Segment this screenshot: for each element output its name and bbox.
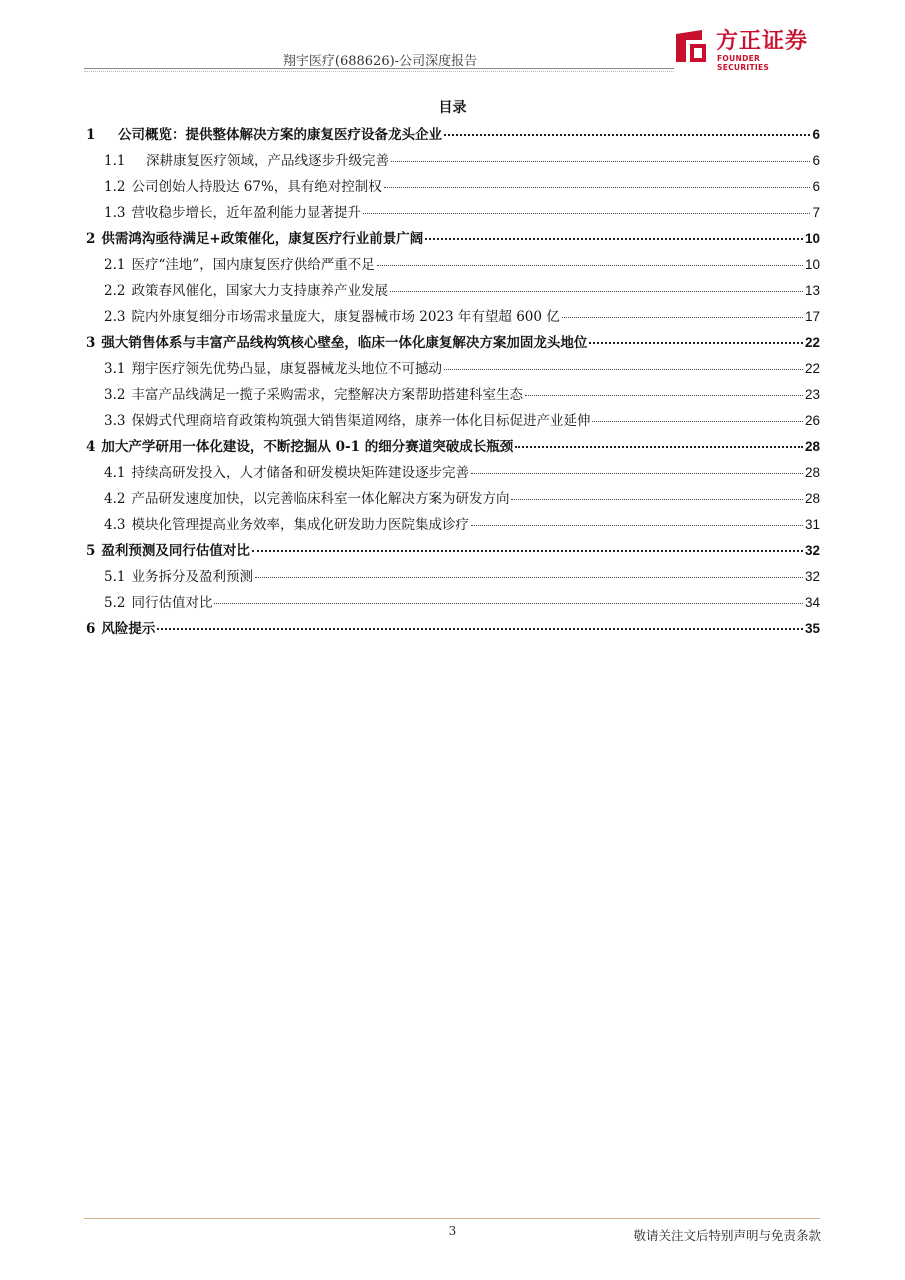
toc-entry-number: 4.1: [104, 465, 126, 481]
toc-entry-label: 丰富产品线满足一揽子采购需求，完整解决方案帮助搭建科室生态: [131, 387, 523, 403]
page-number: 3: [448, 1224, 457, 1238]
header-rule: [84, 68, 674, 69]
toc-dot-leader: [252, 550, 803, 552]
toc-entry-page: 23: [804, 387, 820, 402]
toc-entry-page: 22: [804, 361, 820, 376]
toc-entry-label: 院内外康复细分市场需求量庞大，康复器械市场 2023 年有望超 600 亿: [131, 309, 560, 325]
toc-entry[interactable]: [86, 148, 820, 174]
toc-entry[interactable]: [86, 330, 820, 356]
toc-entry[interactable]: [86, 408, 820, 434]
toc-entry[interactable]: [86, 538, 820, 564]
toc-entry[interactable]: [86, 460, 820, 486]
toc-entry-label: 同行估值对比: [131, 595, 213, 611]
toc-entry-label: 保姆式代理商培育政策构筑强大销售渠道网络，康养一体化目标促进产业延伸: [131, 413, 591, 429]
toc-entry[interactable]: [86, 226, 820, 252]
toc-entry-page: 10: [804, 231, 820, 246]
toc-dot-leader: [589, 342, 803, 344]
toc-entry-number: 4: [86, 439, 96, 455]
toc-entry-number: 5: [86, 543, 96, 559]
toc-dot-leader: [425, 238, 803, 240]
toc-entry-label: 营收稳步增长，近年盈利能力显著提升: [131, 205, 361, 221]
toc-entry-page: 31: [804, 517, 820, 532]
toc-entry[interactable]: [86, 200, 820, 226]
toc-entry-number: 5.1: [104, 569, 126, 585]
toc-entry-label: 风险提示: [101, 621, 156, 637]
toc-entry[interactable]: [86, 590, 820, 616]
toc-dot-leader: [515, 446, 803, 448]
toc-entry-label: 产品研发速度加快，以完善临床科室一体化解决方案为研发方向: [131, 491, 510, 507]
toc-entry-page: 17: [804, 309, 820, 324]
toc-entry-label: 盈利预测及同行估值对比: [101, 543, 250, 559]
toc-entry-page: 28: [804, 465, 820, 480]
toc-entry-number: 1.1: [104, 153, 126, 169]
toc-entry-label: 供需鸿沟亟待满足+政策催化，康复医疗行业前景广阔: [101, 231, 424, 247]
toc-entry[interactable]: [86, 382, 820, 408]
toc-entry-number: 2.3: [104, 309, 126, 325]
toc-entry-page: 6: [812, 179, 820, 194]
toc-entry-label: 加大产学研用一体化建设，不断挖掘从 0-1 的细分赛道突破成长瓶颈: [101, 439, 514, 455]
toc-entry[interactable]: [86, 252, 820, 278]
toc-entry-page: 6: [812, 153, 820, 168]
logo-text-en: FOUNDER SECURITIES: [717, 54, 770, 72]
toc-entry-label: 医疗“洼地”，国内康复医疗供给严重不足: [131, 257, 375, 273]
toc-entry-label: 公司概览：提供整体解决方案的康复医疗设备龙头企业: [118, 127, 442, 143]
toc-entry-label: 模块化管理提高业务效率，集成化研发助力医院集成诊疗: [131, 517, 469, 533]
toc-entry[interactable]: [86, 434, 820, 460]
toc-entry-number: 2.2: [104, 283, 126, 299]
toc-entry-page: 7: [812, 205, 820, 220]
toc-entry-number: 5.2: [104, 595, 126, 611]
toc-entry-number: 1.2: [104, 179, 126, 195]
toc-dot-leader: [255, 577, 803, 578]
toc-entry-page: 26: [804, 413, 820, 428]
toc-entry[interactable]: [86, 564, 820, 590]
toc-entry-page: 32: [804, 569, 820, 584]
toc-entry-number: 6: [86, 621, 96, 637]
toc-entry-page: 28: [804, 491, 820, 506]
header-title: 翔宇医疗(688626)-公司深度报告: [282, 54, 478, 69]
toc-dot-leader: [511, 499, 802, 500]
toc-entry-number: 3.2: [104, 387, 126, 403]
toc-entry-number: 1: [86, 127, 96, 143]
toc-entry[interactable]: [86, 512, 820, 538]
table-of-contents: [86, 122, 820, 642]
toc-entry-number: 4.2: [104, 491, 126, 507]
toc-entry[interactable]: [86, 278, 820, 304]
toc-entry-number: 3: [86, 335, 96, 351]
toc-entry-page: 35: [804, 621, 820, 636]
founder-logo-icon: [672, 26, 712, 66]
toc-entry-label: 翔宇医疗领先优势凸显，康复器械龙头地位不可撼动: [131, 361, 442, 377]
toc-dot-leader: [444, 134, 810, 136]
toc-entry[interactable]: [86, 122, 820, 148]
footer-disclaimer: 敬请关注文后特别声明与免责条款: [633, 1228, 821, 1243]
toc-entry-page: 32: [804, 543, 820, 558]
toc-entry-page: 6: [812, 127, 820, 142]
toc-entry-page: 34: [804, 595, 820, 610]
toc-entry-page: 28: [804, 439, 820, 454]
toc-entry[interactable]: [86, 616, 820, 642]
toc-entry-label: 政策春风催化，国家大力支持康养产业发展: [131, 283, 388, 299]
toc-dot-leader: [471, 525, 803, 526]
toc-entry-number: 2.1: [104, 257, 126, 273]
header-rule-dotted: [84, 71, 674, 72]
toc-entry-label: 业务拆分及盈利预测: [131, 569, 253, 585]
toc-dot-leader: [363, 213, 811, 214]
toc-dot-leader: [384, 187, 811, 188]
toc-entry-page: 22: [804, 335, 820, 350]
toc-dot-leader: [391, 161, 810, 162]
logo-text-cn: 方正证券: [716, 29, 809, 54]
founder-securities-logo: [672, 24, 812, 72]
toc-dot-leader: [525, 395, 803, 396]
toc-entry-label: 深耕康复医疗领域，产品线逐步升级完善: [146, 153, 389, 169]
toc-entry-number: 2: [86, 231, 96, 247]
toc-entry-number: 4.3: [104, 517, 126, 533]
toc-dot-leader: [562, 317, 803, 318]
footer-rule: [84, 1218, 820, 1219]
toc-dot-leader: [390, 291, 803, 292]
toc-dot-leader: [444, 369, 803, 370]
toc-entry-number: 3.1: [104, 361, 126, 377]
toc-dot-leader: [592, 421, 802, 422]
toc-entry-label: 持续高研发投入，人才储备和研发模块矩阵建设逐步完善: [131, 465, 469, 481]
toc-entry-label: 强大销售体系与丰富产品线构筑核心壁垒，临床一体化康复解决方案加固龙头地位: [101, 335, 588, 351]
toc-entry-page: 13: [804, 283, 820, 298]
toc-dot-leader: [157, 628, 803, 630]
toc-entry[interactable]: [86, 486, 820, 512]
toc-title: 目录: [438, 100, 467, 116]
toc-entry[interactable]: [86, 356, 820, 382]
toc-dot-leader: [377, 265, 803, 266]
toc-entry-number: 1.3: [104, 205, 126, 221]
toc-dot-leader: [471, 473, 803, 474]
toc-entry-label: 公司创始人持股达 67%，具有绝对控制权: [131, 179, 382, 195]
toc-entry[interactable]: [86, 174, 820, 200]
toc-dot-leader: [214, 603, 802, 604]
toc-entry-number: 3.3: [104, 413, 126, 429]
toc-entry[interactable]: [86, 304, 820, 330]
toc-entry-page: 10: [804, 257, 820, 272]
